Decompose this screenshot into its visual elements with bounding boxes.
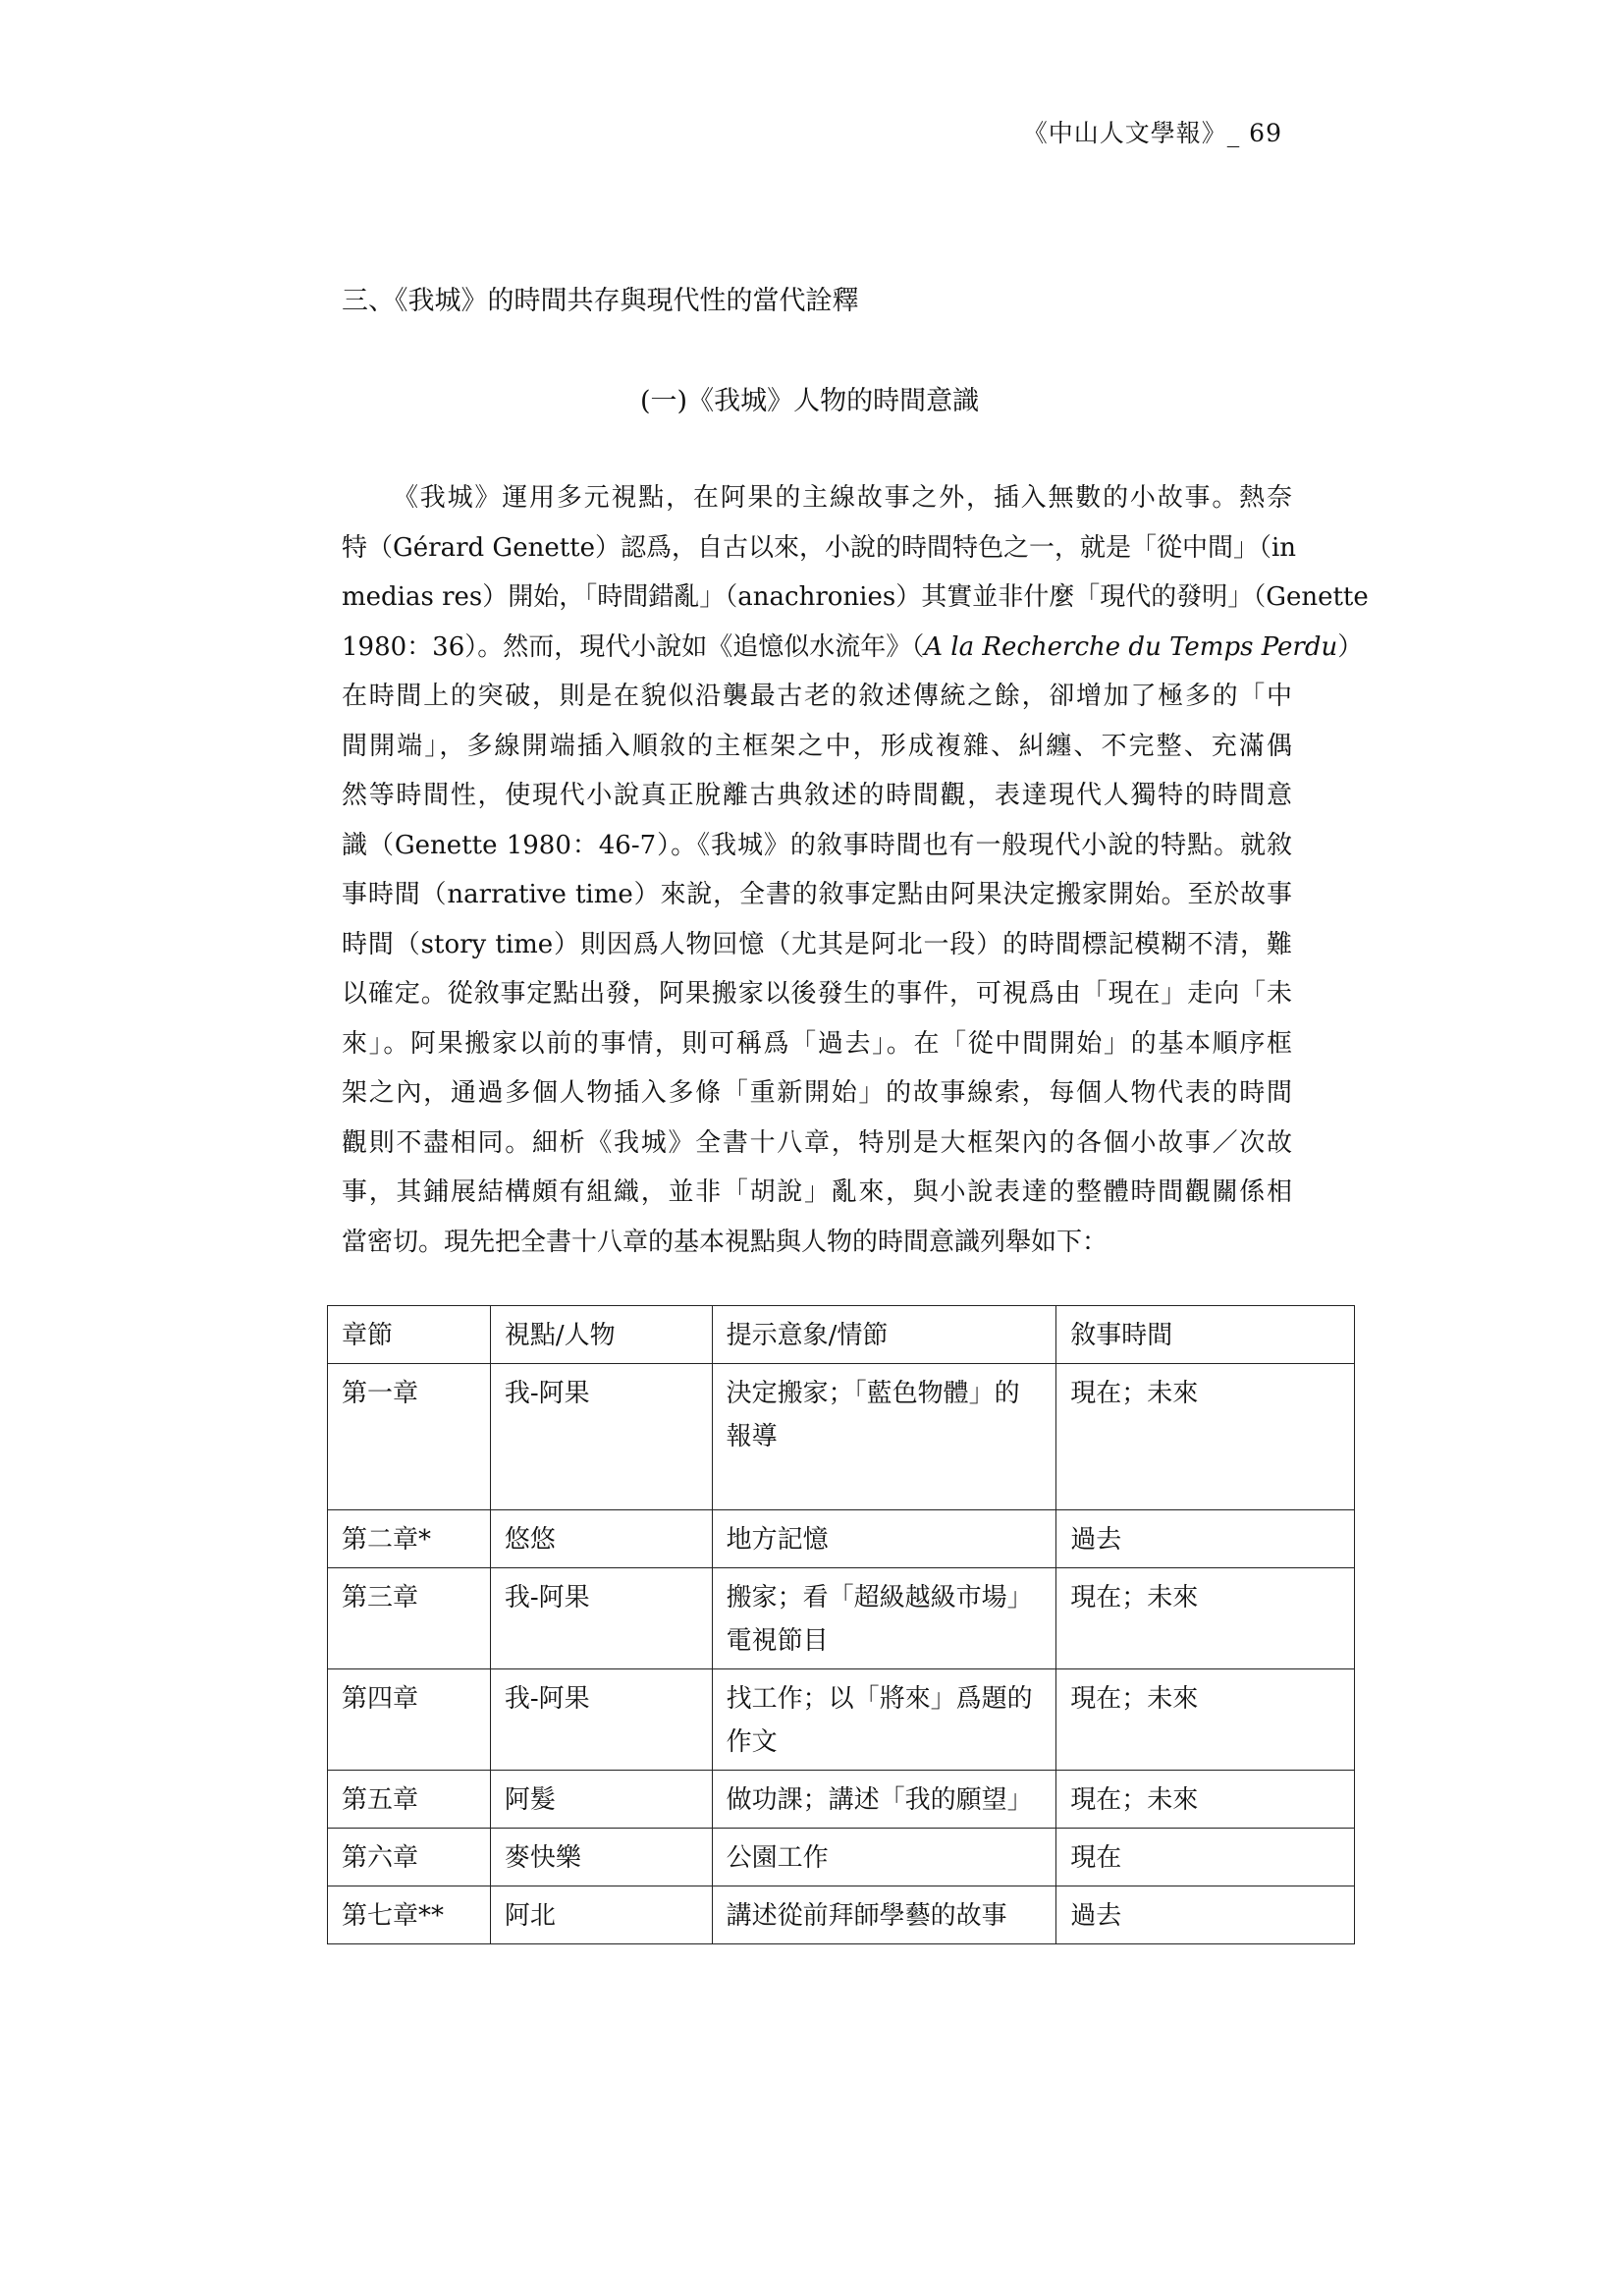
table-cell: 第五章: [328, 1771, 491, 1829]
paragraph-line: [342, 722, 1292, 772]
text-run: 在時間上的突破，則是在貌似沿襲最古老的敘述傳統之餘，卻增加了極多的「中: [342, 682, 1292, 711]
table-cell: 我-阿果: [490, 1669, 712, 1771]
text-run: 識（Genette 1980：46-7）。《我城》的敘事時間也有一般現代小說的特點。就敘: [342, 830, 1292, 860]
table-cell: 找工作；以「將來」爲題的作文: [712, 1669, 1056, 1771]
paragraph-line: [342, 1068, 1292, 1119]
text-run: 事，其鋪展結構頗有組織，並非「胡說」亂來，與小說表達的整體時間觀關係相: [342, 1177, 1292, 1207]
paragraph-line: [342, 771, 1292, 821]
body-paragraph: [342, 473, 1369, 1267]
section-heading: 三、《我城》的時間共存與現代性的當代詮釋: [342, 286, 859, 316]
table-cell: 阿髮: [490, 1771, 712, 1829]
text-run: ）: [1337, 631, 1364, 662]
text-run: 然等時間性，使現代小說真正脫離古典敘述的時間觀，表達現代人獨特的時間意: [342, 781, 1292, 810]
table-cell: 決定搬家；「藍色物體」的報導: [712, 1364, 1056, 1510]
table-row: [328, 1510, 1355, 1568]
table-cell: 現在: [1056, 1829, 1355, 1886]
text-run: 1980：36）。然而，現代小說如《追憶似水流年》（: [342, 631, 925, 662]
table-row: [328, 1886, 1355, 1944]
text-run: 當密切。現先把全書十八章的基本視點與人物的時間意識列舉如下：: [342, 1227, 1108, 1257]
column-header: 視點/人物: [490, 1306, 712, 1364]
table-cell: 過去: [1056, 1886, 1355, 1944]
table-cell: 地方記憶: [712, 1510, 1056, 1568]
column-header: 敘事時間: [1056, 1306, 1355, 1364]
table-cell: 第四章: [328, 1669, 491, 1771]
table-cell: 悠悠: [490, 1510, 712, 1568]
subsection-heading: (一)《我城》人物的時間意識: [640, 386, 980, 416]
table-cell: 過去: [1056, 1510, 1355, 1568]
table-cell: 第六章: [328, 1829, 491, 1886]
table-row: [328, 1568, 1355, 1669]
paragraph-line: [342, 1019, 1292, 1069]
table-cell: 現在；未來: [1056, 1568, 1355, 1669]
italic-title: A la Recherche du Temps Perdu: [924, 631, 1338, 662]
text-run: 特（Gérard Genette）認爲，自古以來，小說的時間特色之一，就是「從中間」（in: [342, 532, 1297, 563]
table-cell: 做功課；講述「我的願望」: [712, 1771, 1056, 1829]
table-cell: 第三章: [328, 1568, 491, 1669]
table-cell: 現在；未來: [1056, 1669, 1355, 1771]
paragraph-line: [342, 920, 1292, 970]
table-cell: 第七章**: [328, 1886, 491, 1944]
table-cell: 阿北: [490, 1886, 712, 1944]
text-run: 時間（story time）則因爲人物回憶（尤其是阿北一段）的時間標記模糊不清，難: [342, 929, 1292, 959]
paragraph-line: [342, 969, 1292, 1019]
table-cell: 公園工作: [712, 1829, 1056, 1886]
table-row: [328, 1364, 1355, 1510]
table-cell: 現在；未來: [1056, 1364, 1355, 1510]
column-header: 章節: [328, 1306, 491, 1364]
text-run: 以確定。從敘事定點出發，阿果搬家以後發生的事件，可視爲由「現在」走向「未: [342, 979, 1292, 1009]
paragraph-line: [342, 623, 1364, 673]
text-run: 《我城》運用多元視點，在阿果的主線故事之外，插入無數的小故事。熱奈: [393, 483, 1292, 513]
text-run: 間開端」，多線開端插入順敘的主框架之中，形成複雜、糾纏、不完整、充滿偶: [342, 731, 1292, 761]
paragraph-line: [342, 1218, 1292, 1268]
text-run: 觀則不盡相同。細析《我城》全書十八章，特別是大框架內的各個小故事／次故: [342, 1127, 1292, 1158]
table-cell: 現在；未來: [1056, 1771, 1355, 1829]
table-cell: 講述從前拜師學藝的故事: [712, 1886, 1056, 1944]
table-cell: 第二章*: [328, 1510, 491, 1568]
text-run: medias res）開始，「時間錯亂」（anachronies）其實並非什麼「現代的發明」（Genette: [342, 582, 1369, 612]
paragraph-line: [342, 870, 1292, 920]
table-row: [328, 1829, 1355, 1886]
paragraph-line: [342, 672, 1292, 722]
paragraph-line: [342, 523, 1297, 574]
table-cell: 我-阿果: [490, 1364, 712, 1510]
table-cell: 麥快樂: [490, 1829, 712, 1886]
paragraph-line: [342, 473, 1292, 523]
table-row: [328, 1669, 1355, 1771]
text-run: 來」。阿果搬家以前的事情，則可稱爲「過去」。在「從中間開始」的基本順序框: [342, 1028, 1292, 1059]
table-header-row: [328, 1306, 1355, 1364]
table-cell: 第一章: [328, 1364, 491, 1510]
paragraph-line: [342, 1168, 1292, 1218]
table-row: [328, 1771, 1355, 1829]
chapter-timeline-table: [327, 1305, 1355, 1944]
text-run: 架之內，通過多個人物插入多條「重新開始」的故事線索，每個人物代表的時間: [342, 1078, 1292, 1108]
paragraph-line: [342, 1119, 1292, 1169]
paragraph-line: [342, 573, 1369, 623]
column-header: 提示意象/情節: [712, 1306, 1056, 1364]
running-header: 《中山人文學報》_ 69: [1022, 119, 1282, 147]
table-cell: 搬家；看「超級越級市場」電視節目: [712, 1568, 1056, 1669]
table-cell: 我-阿果: [490, 1568, 712, 1669]
paragraph-line: [342, 821, 1292, 871]
text-run: 事時間（narrative time）來說，全書的敘事定點由阿果決定搬家開始。至於故事: [342, 880, 1292, 909]
